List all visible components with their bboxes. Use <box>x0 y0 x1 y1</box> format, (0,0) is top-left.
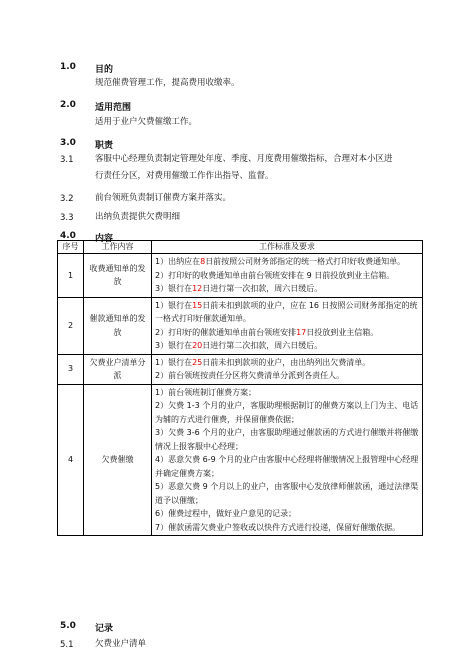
standard-item: 4）恶意欠费 6-9 个月的业户由客服中心经理将催缴情况上报管理中心经理并确定催费方案； <box>155 455 419 478</box>
section-number: 1.0 <box>60 62 76 72</box>
standard-item: 1）银行在25日前未扣到款项的业户，由出纳列出欠费清单。 <box>155 357 371 367</box>
responsibility-text <box>95 151 393 185</box>
section-number: 4.0 <box>60 231 76 241</box>
section-body: 规范催费管理工作，提高费用收缴率。 <box>95 78 240 88</box>
table-header-row <box>58 241 423 254</box>
work-standard <box>152 254 423 298</box>
standard-item: 2）打印好的催款通知单由前台领班安排17日投放到业主信箱。 <box>155 327 379 337</box>
standard-item: 1）出纳应在8日前按照公司财务部指定的统一格式打印好收费通知单。 <box>155 257 406 266</box>
record-text: 欠费业户清单 <box>95 639 147 649</box>
section-title: 目的 <box>95 65 114 75</box>
sub-section-number: 3.1 <box>60 155 74 165</box>
work-standard <box>152 384 423 536</box>
work-standards-table <box>57 240 423 536</box>
highlight-value: 12 <box>192 284 203 293</box>
section-body: 适用于业户欠费催缴工作。 <box>95 117 198 127</box>
standard-item: 6）催费过程中，做好业户意见的记录； <box>155 509 297 518</box>
highlight-value: 20 <box>192 341 203 350</box>
responsibility-text: 前台领班负责制订催费方案并落实。 <box>95 193 232 203</box>
row-number: 2 <box>58 297 84 354</box>
responsibility-line: 客服中心经理负责制定管理处年度、季度、月度费用催缴指标，合理对本小区进 <box>95 154 393 164</box>
work-content: 欠费催缴 <box>84 384 152 536</box>
work-standard <box>152 297 423 354</box>
section-number: 5.0 <box>60 621 76 631</box>
highlight-value: 25 <box>192 357 203 367</box>
column-header-standard: 工作标准及要求 <box>152 241 423 254</box>
sub-section-number: 5.1 <box>60 640 74 650</box>
responsibility-text: 出纳负责提供欠费明细 <box>95 212 181 222</box>
table-row <box>58 354 423 384</box>
sub-section-number: 3.3 <box>60 213 74 223</box>
standard-item: 2）前台领班按责任分区将欠费清单分派到各责任人。 <box>155 371 345 380</box>
standard-item: 2）欠费 1-3 个月的业户，客服助理根据制订的催费方案以上门为主、电话为辅的方式进行催费，并保留催费依据； <box>155 401 419 424</box>
row-number: 4 <box>58 384 84 536</box>
section-title: 适用范围 <box>95 103 132 113</box>
row-number: 1 <box>58 254 84 298</box>
section-title: 内容 <box>95 234 114 244</box>
highlight-value: 8 <box>200 257 206 266</box>
work-standard <box>152 354 423 384</box>
sub-section-number: 3.2 <box>60 194 74 204</box>
column-header-work: 工作内容 <box>84 241 152 254</box>
section-title: 记录 <box>95 624 114 634</box>
responsibility-line: 行责任分区，对费用催缴工作作出指导、监督。 <box>95 171 274 181</box>
work-content: 欠费业户清单分派 <box>84 354 152 384</box>
section-number: 2.0 <box>60 100 76 110</box>
section-title: 职责 <box>95 141 114 151</box>
standard-item: 7）催款函需欠费业户签收或以快件方式进行投递，保留好催缴依据。 <box>155 522 401 532</box>
standard-item: 1）银行在15日前未扣到款项的业户，应在 16 日按照公司财务部指定的统一格式打印好催款通知单。 <box>155 300 418 323</box>
table-row <box>58 384 423 536</box>
column-header-no: 序号 <box>58 241 84 254</box>
section-number: 3.0 <box>60 138 76 148</box>
standard-item: 2）打印好的收费通知单由前台领班安排在 9 日前投放到业主信箱。 <box>155 270 395 280</box>
standard-item: 1）前台领班制订催费方案； <box>155 387 257 397</box>
table-row <box>58 297 423 354</box>
highlight-value: 17 <box>296 327 307 337</box>
work-content: 催款通知单的发放 <box>84 297 152 354</box>
work-content: 收费通知单的发放 <box>84 254 152 298</box>
highlight-value: 15 <box>192 300 203 310</box>
standard-item: 5）恶意欠费 9 个月以上的业户，由客服中心发放律师催款函，通过法律渠道予以催缴； <box>155 482 419 505</box>
standard-item: 3）欠费 3-6 个月的业户，由客服助理通过催款函的方式进行催缴并将催缴情况上报客服中心经理； <box>155 428 419 451</box>
standard-item: 3）银行在20日进行第二次扣款，周六日缓后。 <box>155 341 323 350</box>
table-row <box>58 254 423 298</box>
standard-item: 3）银行在12日进行第一次扣款，周六日缓后。 <box>155 284 323 293</box>
row-number: 3 <box>58 354 84 384</box>
